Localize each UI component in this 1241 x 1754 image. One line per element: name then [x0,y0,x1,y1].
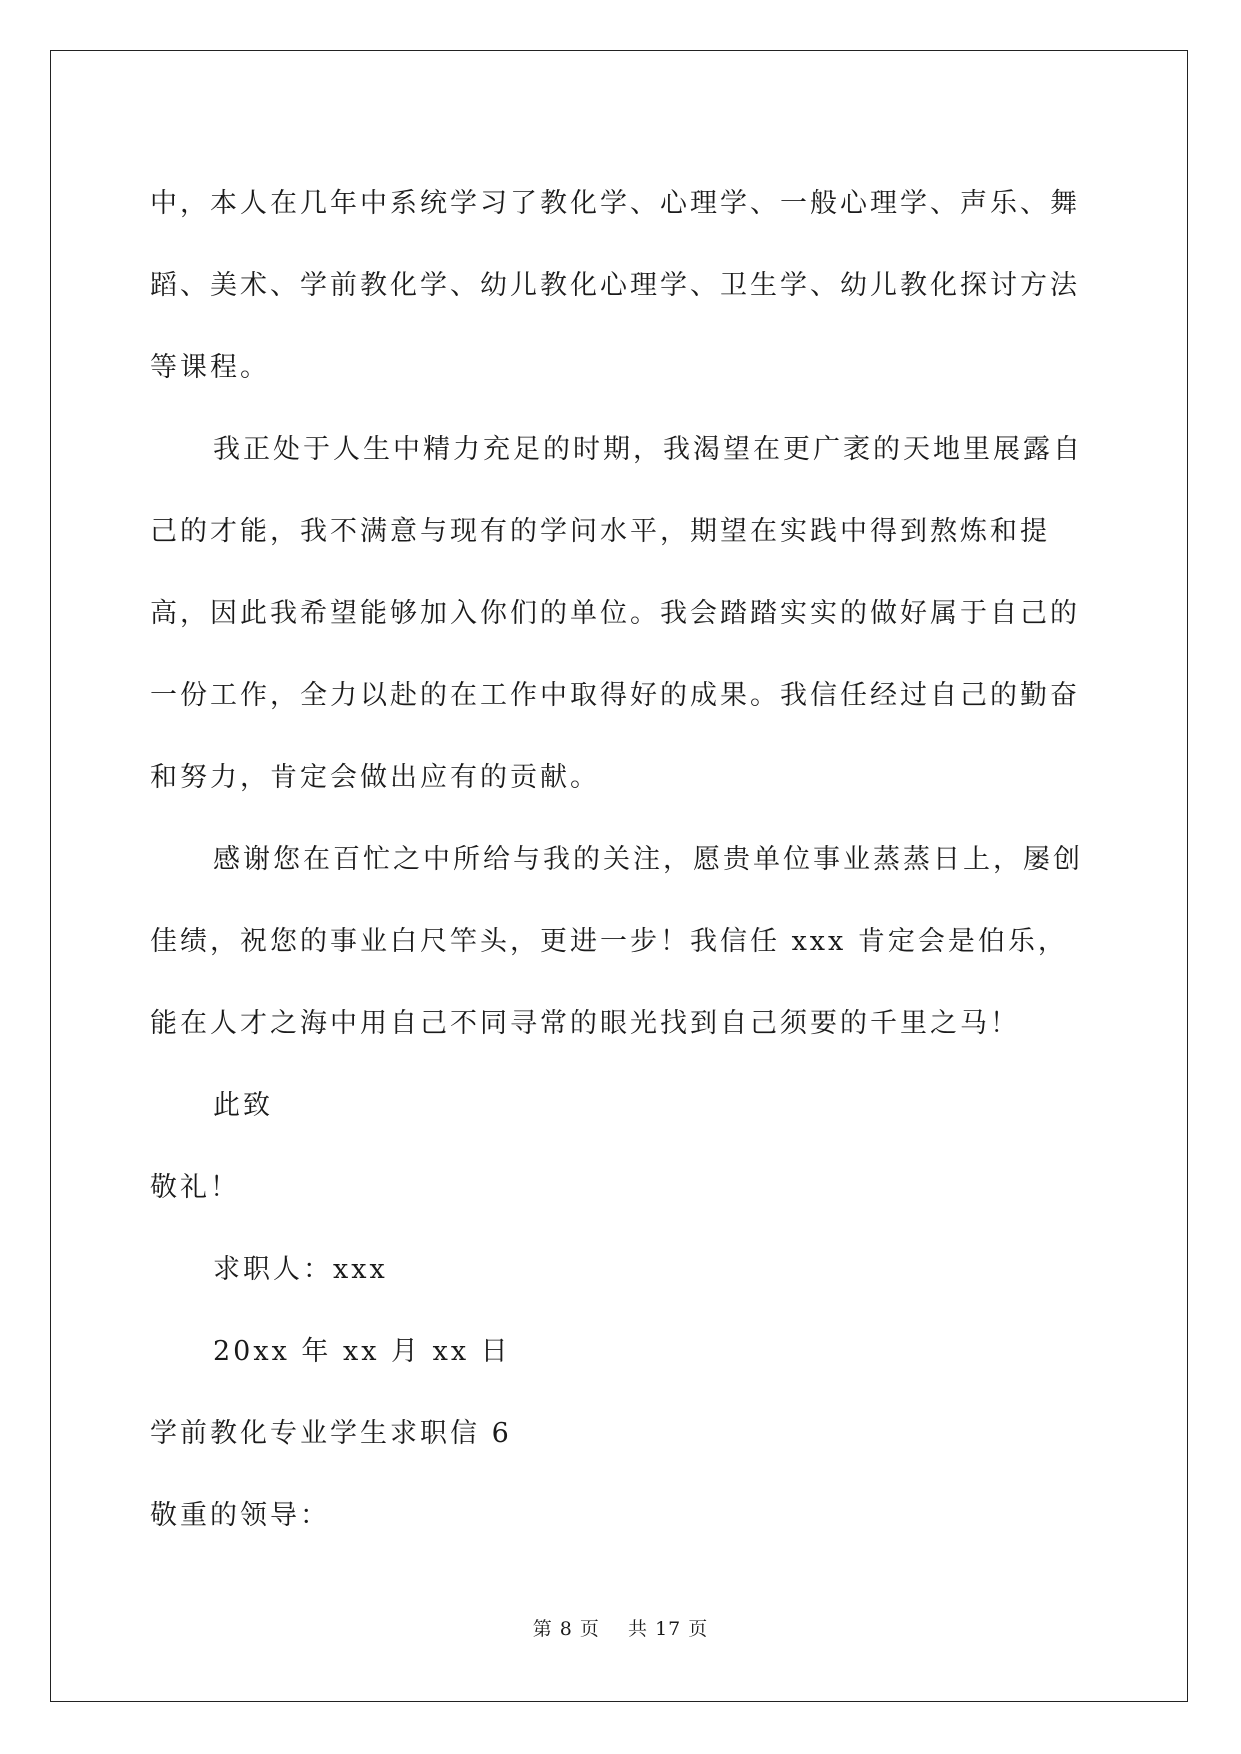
paragraph-thanks: 感谢您在百忙之中所给与我的关注，愿贵单位事业蒸蒸日上，屡创佳绩，祝您的事业白尺竿头，更进一步！我信任 xxx 肯定会是伯乐，能在人才之海中用自己不同寻常的眼光找到自己须要的千里之马！ [150,844,1083,1039]
paragraph-aspiration: 我正处于人生中精力充足的时期，我渴望在更广袤的天地里展露自己的才能，我不满意与现有的学问水平，期望在实践中得到熬炼和提高，因此我希望能够加入你们的单位。我会踏踏实实的做好属于自己的一份工作，全力以赴的在工作中取得好的成果。我信任经过自己的勤奋和努力，肯定会做出应有的贡献。 [150,434,1083,793]
paragraph-courses: 中，本人在几年中系统学习了教化学、心理学、一般心理学、声乐、舞蹈、美术、学前教化学、幼儿教化心理学、卫生学、幼儿教化探讨方法等课程。 [150,188,1080,383]
closing-regards: 敬礼！ [150,1172,240,1203]
section-title: 学前教化专业学生求职信 6 [150,1418,512,1449]
page-total: 共 17 页 [628,1618,709,1640]
signature-date: 20xx 年 xx 月 xx 日 [213,1336,511,1367]
greeting: 敬重的领导： [150,1500,330,1531]
page-footer [0,1614,1241,1641]
document-body [150,163,1090,1557]
signature-applicant: 求职人：xxx [213,1254,388,1285]
closing-salutation: 此致 [213,1090,273,1121]
page-number: 第 8 页 [532,1618,600,1640]
